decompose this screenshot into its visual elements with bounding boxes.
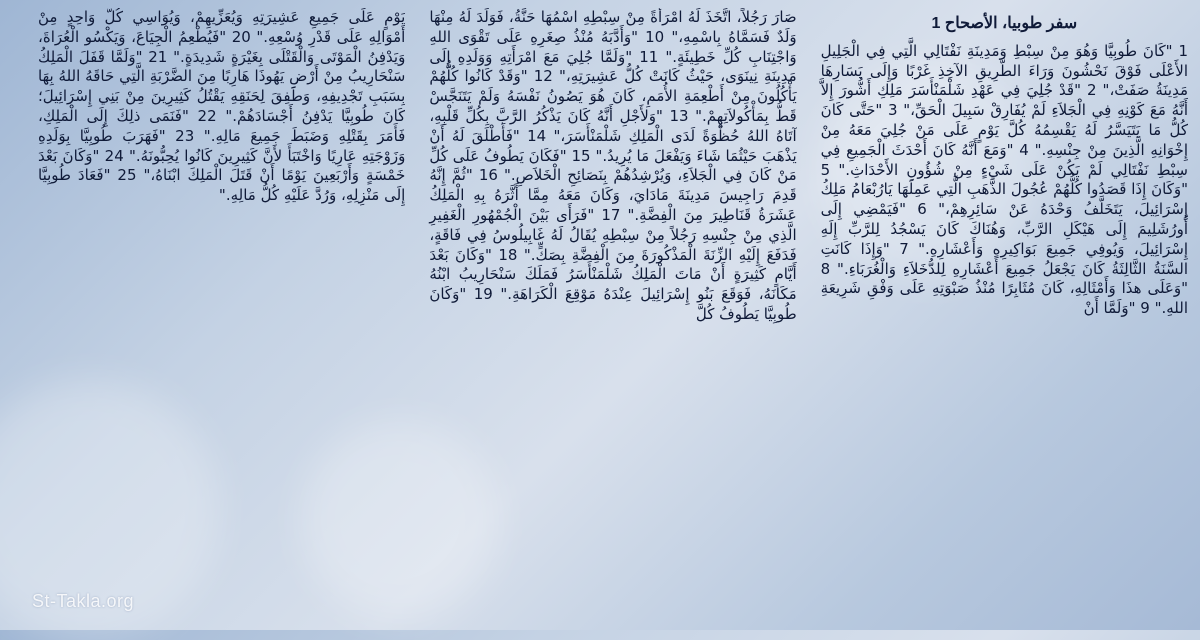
chapter-title: سفر طوبيا، الأصحاح 1 xyxy=(931,15,1078,32)
column-text: يَوْمٍ عَلَى جَمِيعِ عَشِيرَتِهِ وَيُعَزِّيهِمْ، وَيُوَاسِي كُلَّ وَاحِدٍ مِنْ أَمْوَالِهِ عَلَى قَدْرِ وُسْعِهِ." 20 "فَيُطْعِمُ الْجِيَاعَ، وَيَكْسُو الْعُرَاةَ، وَيَدْفِنُ الْمَوْتَى وَالْقَتْلَى بِغَيْرَةٍ شَدِيدَةٍ." 21 "وَلَمَّا قَفَلَ الْمَلِكُ سَنْحَارِيبُ مِنْ أَرْضِ يَهُوذَا هَارِبًا مِنَ الضَّرْبَةِ الَّتِي حَاقَهُ اللهُ بِهَا بِسَبَبِ تَجْدِيفِهِ، وَطَفِقَ لِحَنَقِهِ يَقْتُلُ كَثِيرِينَ مِنْ بَنِي إِسْرَائِيلَ؛ كَانَ طُوبِيَّا يَدْفِنُ أَجْسَادَهُمْ." 22 "فَنَمَى ذلِكَ إِلَى الْمَلِكِ، فَأَمَرَ بِقَتْلِهِ وَضَبَطَ جَمِيعَ مَالِهِ." 23 "فَهَرَبَ طُوبِيَّا بِوَلَدِهِ وَزَوْجَتِهِ عَارِيًا وَاخْتَبَأَ لأَنَّ كَثِيرِينَ كَانُوا يُحِبُّونَهُ." 24 "وَكَانَ بَعْدَ خَمْسَةٍ وَأَرْبَعِينَ يَوْمًا أَنْ قَتَلَ الْمَلِكَ ابْنَاهُ،" 25 "فَعَادَ طُوبِيَّا إِلَى مَنْزِلِهِ، وَرُدَّ عَلَيْهِ كُلُّ مَالِهِ." xyxy=(38,8,406,205)
text-column-2 xyxy=(419,8,796,620)
text-page xyxy=(28,8,1188,620)
column-text: 1 "كَانَ طُوبِيَّا وَهُوَ مِنْ سِبْطِ وَمَدِينَةِ نَفْتَالِي الَّتِي فِي الْجَلِيلِ الأَعْلَى فَوْقَ نَحْشُونَ وَرَاءَ الطَّرِيقِ الآخِذِ غَرْبًا وَإِلَى يَسَارِهَا مَدِينَةُ صَفَتْ،" 2 "قَدْ جُلِيَ فِي عَهْدِ شَلْمَنْأَسَرَ مَلِكِ أَشُّورَ إِلاَّ أَنَّهُ مَعَ كَوْنِهِ فِي الْجَلاَءِ لَمْ يُفَارِقْ سَبِيلَ الْحَقِّ،" 3 "حَتَّى كَانَ كُلُّ مَا يَتَيَسَّرُ لَهُ يَقْسِمُهُ كُلَّ يَوْمٍ عَلَى مَنْ جُلِيَ مَعَهُ مِنْ إِخْوَانِهِ الَّذِينَ مِنْ جِنْسِهِ." 4 "وَمَعَ أَنَّهُ كَانَ أَحْدَثَ الْجَمِيعِ فِي سِبْطِ نَفْتَالِي لَمْ يَكُنْ عَلَى شَيْءٍ مِنْ شُؤُونِ الأَحْدَاثِ." 5 "وَكَانَ إِذَا قَصَدُوا كُلُّهُمْ عُجُولَ الذَّهَبِ الَّتِي عَمِلَهَا يَارُبْعَامُ مَلِكُ إِسْرَائِيلَ، يَتَخَلَّفُ وَحْدَهُ عَنْ سَائِرِهِمْ،" 6 "فَيَمْضِي إِلَى أُورُشَلِيمَ إِلَى هَيْكَلِ الرَّبِّ، وَهُنَاكَ كَانَ يَسْجُدُ لِلرَّبِّ إِلَهِ إِسْرَائِيلَ، وَيُوفِي جَمِيعَ بَوَاكِيرِهِ وَأَعْشَارِهِ." 7 "وَإِذَا كَانَتِ السَّنَةُ الثَّالِثَةُ كَانَ يَجْعَلُ جَمِيعَ أَعْشَارِهِ لِلدُّخَلاَءِ وَالْغُرَبَاءِ." 8 "وَعَلَى هذَا وَأَمْثَالِهِ، كَانَ مُثَابِرًا مُنْذُ صَبْوَتِهِ عَلَى وَفْقِ شَرِيعَةِ اللهِ." 9 "وَلَمَّا أَنْ xyxy=(820,41,1188,318)
text-column-3 xyxy=(28,8,405,620)
column-text: صَارَ رَجُلاً، اتَّخَذَ لَهُ امْرَأَةً مِنْ سِبْطِهِ اسْمُهَا حَنَّةُ، فَوَلَدَ لَهُ مِنْهَا وَلَدٌ فَسَمَّاهُ بِاسْمِهِ،" 10 "وَأَدَّبَهُ مُنْذُ صِغَرِهِ عَلَى تَقْوَى اللهِ وَاجْتِنَابِ كُلِّ خَطِيئَةٍ." 11 "وَلَمَّا جُلِيَ مَعَ امْرَأَتِهِ وَوَلَدِهِ إِلَى مَدِينَةِ نِينَوَى، حَيْثُ كَانَتْ كُلُّ عَشِيرَتِهِ،" 12 "وَقَدْ كَانُوا كُلُّهُمْ يَأْكُلُونَ مِنْ أَطْعِمَةِ الأُمَمِ، كَانَ هُوَ يَصُونُ نَفْسَهُ وَلَمْ يَتَنَجَّسْ قَطُّ بِمَأْكُولاَتِهِمْ." 13 "وَلأَجْلِ أَنَّهُ كَانَ يَذْكُرُ الرَّبَّ بِكُلِّ قَلْبِهِ، آتَاهُ اللهُ حُظْوَةً لَدَى الْمَلِكِ شَلْمَنْأَسَرَ،" 14 "فَأَطْلَقَ لَهُ أَنْ يَذْهَبَ حَيْثُمَا شَاءَ وَيَفْعَلَ مَا يُرِيدُ." 15 "فَكَانَ يَطُوفُ عَلَى كُلِّ مَنْ كَانَ فِي الْجَلاَءِ، وَيُرْشِدُهُمْ بِنَصَائِحِ الْخَلاَصِ." 16 "ثُمَّ إِنَّهُ قَدِمَ رَاجِيسَ مَدِينَةَ مَادَايَ، وَكَانَ مَعَهُ مِمَّا أَثَّرَهُ بِهِ الْمَلِكُ عَشَرَةُ قَنَاطِيرَ مِنَ الْفِضَّةِ." 17 "فَرَأَى بَيْنَ الْجُمْهُورِ الْغَفِيرِ الَّذِي مِنْ جِنْسِهِ رَجُلاً مِنْ سِبْطِهِ يُقَالُ لَهُ غَابِيلُوسُ فِي فَاقَةٍ، فَدَفَعَ إِلَيْهِ الزِّنَةَ الْمَذْكُورَةَ مِنَ الْفِضَّةِ بِصَكٍّ." 18 "وَكَانَ بَعْدَ أَيَّامٍ كَثِيرَةٍ أَنْ مَاتَ الْمَلِكُ شَلْمَنْأَسَرُ فَمَلَكَ سَنْحَارِيبُ ابْنُهُ مَكَانَهُ، فَوَقَعَ بَنُو إِسْرَائِيلَ عِنْدَهُ مَوْقِعَ الْكَرَاهَةِ." 19 "وَكَانَ طُوبِيَّا يَطُوفُ كُلَّ xyxy=(429,8,797,323)
text-column-1 xyxy=(811,8,1188,620)
site-watermark: St-Takla.org xyxy=(32,591,135,611)
